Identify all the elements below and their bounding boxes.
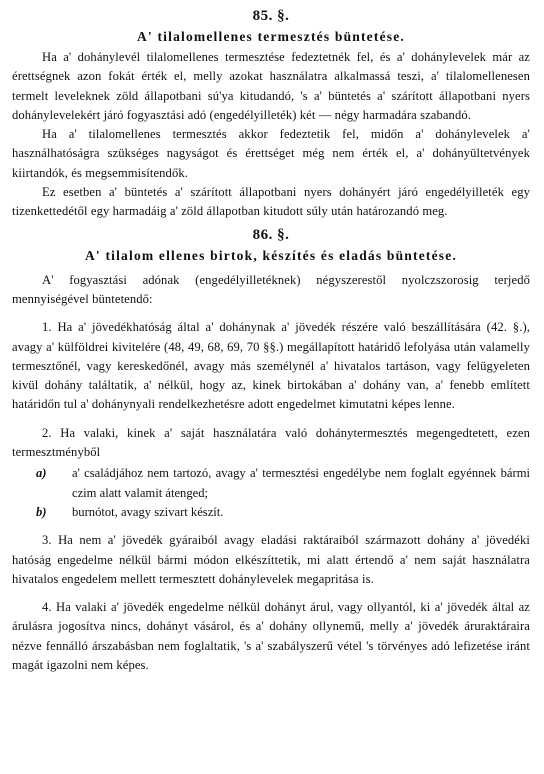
subitem-marker: a) bbox=[36, 466, 47, 481]
section-86-subitem-a bbox=[12, 464, 530, 503]
section-85-paragraph-3: Ez esetben a' büntetés a' szárított állapotbani nyers dohányért járó engedélyilleték egy tizenkettedétől egy harmadáig a' zöld állapotban kitudott súly után határozandó meg. bbox=[12, 185, 530, 219]
section-86-intro: A' fogyasztási adónak (engedélyilletéknek) négyszerestől nyolczszorosig terjedő mennyiségével büntetendő: bbox=[12, 272, 530, 306]
subitem-text: a' családjához nem tartozó, avagy a' termesztési engedélybe nem foglalt egyénnek bármi czim alatt valamit átenged; bbox=[72, 466, 530, 500]
section-85-paragraph-1: Ha a' dohánylevél tilalomellenes termesztése fedeztetnék fel, és a' dohánylevelek már az érettségnek azon fokát érték el, melly azokat használatra alkalmassá teszi, a' tilalomellenesen termelt leveleknek zöld állapotbani sú'ya kitudandó, 's a' büntetés a' szárított állapotbani nyers dohánylevelekért járó fogyasztási adó (engedélyilleték) két — négy harmadára szabandó. bbox=[12, 50, 530, 122]
section-85-paragraph-2: Ha a' tilalomellenes termesztés akkor fedeztetik fel, midőn a' dohánylevelek a' használhatóságra szükséges nagyságot és érettséget még nem érték el, a' dohányültetvények kiirtandók, és megsemmisítendők. bbox=[12, 127, 530, 180]
subitem-text: burnótot, avagy szivart készít. bbox=[72, 504, 224, 519]
subitem-marker: b) bbox=[36, 504, 47, 519]
section-85-title: A' tilalomellenes termesztés büntetése. bbox=[137, 29, 405, 44]
section-86-item-4: 4. Ha valaki a' jövedék engedelme nélkül dohányt árul, vagy ollyantól, ki a' jövedék által az árulásra jogosítva nincs, dohányt vásárol, és a' dohány ollynemű, melly a' jövedék áruraktáraira nézve fennálló árszabásban nem foglaltatik, 's a' szabályszerű vétel 's törvényes adó lefizetése iránt magát igazolni nem képes. bbox=[12, 600, 530, 673]
section-86-subitem-b bbox=[12, 503, 530, 522]
section-86-item-1: 1. Ha a' jövedékhatóság által a' dohánynak a' jövedék részére való beszállítására (42. §.), avagy a' külföldrei kivitelére (48, 49, 68, 69, 70 §§.) megállapított határidő lefolyása után valamelly termesztőnél, vagy kereskedőnél, avagy más személynél a' hivatalos tartáson, vagy felügyeleten kivül dohány találtatik, a' nélkül, hogy az, kinek birtokában a' dohány van, a' fenebb említett határidőn tul a' dohánynyali rendelkezhetésre adott engedelmet kimutatni képes lenne. bbox=[12, 320, 530, 412]
section-86-title: A' tilalom ellenes birtok, készítés és eladás büntetése. bbox=[84, 247, 458, 263]
section-86-item-3: 3. Ha nem a' jövedék gyáraiból avagy eladási raktáraiból származott dohány a' jövedéki hatóság engedelme nélkül bármi módon elkészíttetik, mi alatt értendő a' nem saját használatra hivatalos engedelem mellett termesztett dohánylevelek megapritása is. bbox=[12, 533, 530, 586]
section-86-item-2: 2. Ha valaki, kinek a' saját használatára való dohánytermesztés megengedtetett, ezen termesztményből bbox=[12, 425, 530, 460]
section-86-number: 86. §. bbox=[252, 226, 290, 243]
section-85-number: 85. §. bbox=[252, 8, 290, 24]
